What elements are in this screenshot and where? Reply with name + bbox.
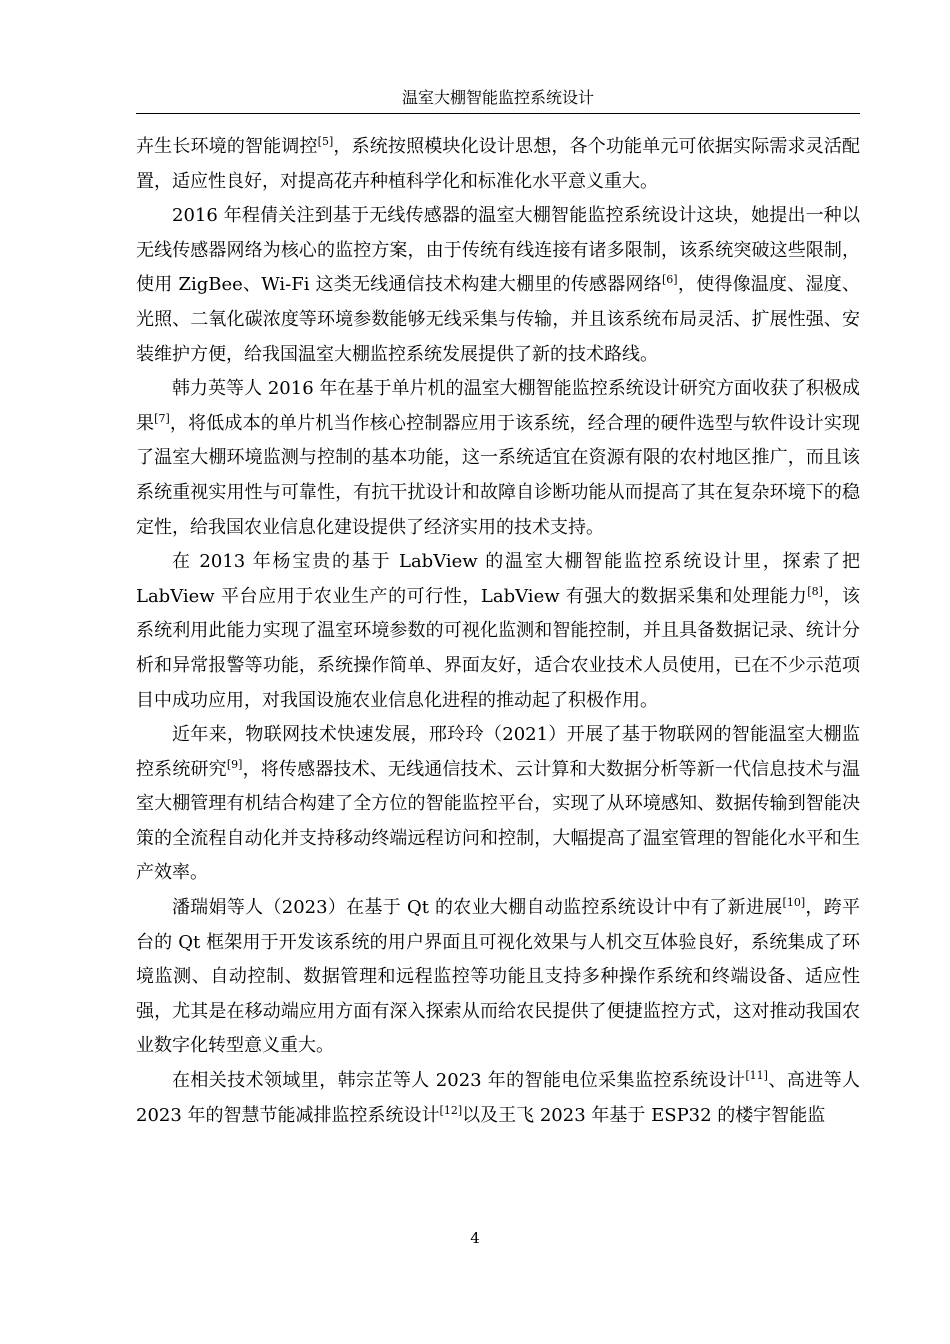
paragraph-5: [136, 718, 860, 891]
text-segment: 、高进等人 2023 年的智慧节能减排监控系统设计: [136, 1070, 861, 1126]
text-segment: ，将传感器技术、无线通信技术、云计算和大数据分析等新一代信息技术与温室大棚管理有机结合构建了全方位的智能监控平台，实现了从环境感知、数据传输到智能决策的全流程自动化并支持移动终端远程访问和控制，大幅提高了温室管理的智能化水平和生产效率。: [136, 758, 861, 884]
text-segment: 近年来，物联网技术快速发展，邢玲玲（2021）开展了基于物联网的智能温室大棚监控系统研究: [136, 724, 860, 780]
paragraph-3: [136, 372, 860, 545]
citation-5: [5]: [317, 135, 334, 148]
paragraph-2: [136, 199, 860, 372]
paragraph-6: [136, 891, 860, 1064]
text-segment: ，该系统利用此能力实现了温室环境参数的可视化监测和智能控制，并且具备数据记录、统计分析和异常报警等功能，系统操作简单、界面友好，适合农业技术人员使用，已在不少示范项目中成功应用，对我国设施农业信息化进程的推动起了积极作用。: [136, 585, 861, 711]
citation-12: [12]: [439, 1103, 463, 1117]
running-header: 温室大棚智能监控系统设计: [401, 88, 594, 107]
citation-8: [8]: [807, 584, 823, 598]
text-segment: 在 2013 年杨宝贵的基于 LabView 的温室大棚智能监控系统设计里，探索了把 LabView 平台应用于农业生产的可行性，LabView 有强大的数据采集和处理能力: [136, 551, 860, 607]
text-segment: 在相关技术领域里，韩宗芷等人 2023 年的智能电位采集监控系统设计: [172, 1070, 746, 1092]
text-segment: 潘瑞娟等人（2023）在基于 Qt 的农业大棚自动监控系统设计中有了新进展: [172, 897, 783, 919]
text-segment: ，使得像温度、湿度、光照、二氧化碳浓度等环境参数能够无线采集与传输，并且该系统布局灵活、扩展性强、安装维护方便，给我国温室大棚监控系统发展提供了新的技术路线。: [136, 274, 861, 365]
header-rule: [136, 113, 860, 114]
text-segment: 韩力英等人 2016 年在基于单片机的温室大棚智能监控系统设计研究方面收获了积极成果: [136, 378, 860, 434]
paragraph-7: [136, 1064, 860, 1133]
citation-10: [10]: [782, 896, 806, 910]
page-number: 4: [470, 1229, 480, 1247]
text-segment: 以及王飞 2023 年基于 ESP32 的楼宇智能监: [462, 1104, 826, 1126]
citation-6: [6]: [662, 273, 678, 287]
citation-11: [11]: [745, 1069, 768, 1083]
text-segment: ，系统按照模块化设计思想，各个功能单元可依据实际需求灵活配置，适应性良好，对提高花卉种植科学化和标准化水平意义重大。: [136, 136, 861, 192]
paragraph-1: [136, 130, 860, 199]
text-segment: 2016 年程倩关注到基于无线传感器的温室大棚智能监控系统设计这块，她提出一种以无线传感器网络为核心的监控方案，由于传统有线连接有诸多限制，该系统突破这些限制，使用 ZigBee、Wi-Fi 这类无线通信技术构建大棚里的传感器网络: [136, 205, 860, 296]
text-segment: ，将低成本的单片机当作核心控制器应用于该系统，经合理的硬件选型与软件设计实现了温室大棚环境监测与控制的基本功能，这一系统适宜在资源有限的农村地区推广，而且该系统重视实用性与可靠性，有抗干扰设计和故障自诊断功能从而提高了其在复杂环境下的稳定性，给我国农业信息化建设提供了经济实用的技术支持。: [136, 412, 861, 538]
text-segment: ，跨平台的 Qt 框架用于开发该系统的用户界面且可视化效果与人机交互体验良好，系统集成了环境监测、自动控制、数据管理和远程监控等功能且支持多种操作系统和终端设备、适应性强，尤其是在移动端应用方面有深入探索从而给农民提供了便捷监控方式，这对推动我国农业数字化转型意义重大。: [136, 897, 860, 1057]
paragraph-4: [136, 545, 860, 718]
text-segment: 卉生长环境的智能调控: [136, 136, 318, 157]
citation-9: [9]: [226, 757, 243, 771]
citation-7: [7]: [154, 411, 170, 425]
body-text: [136, 130, 860, 1133]
